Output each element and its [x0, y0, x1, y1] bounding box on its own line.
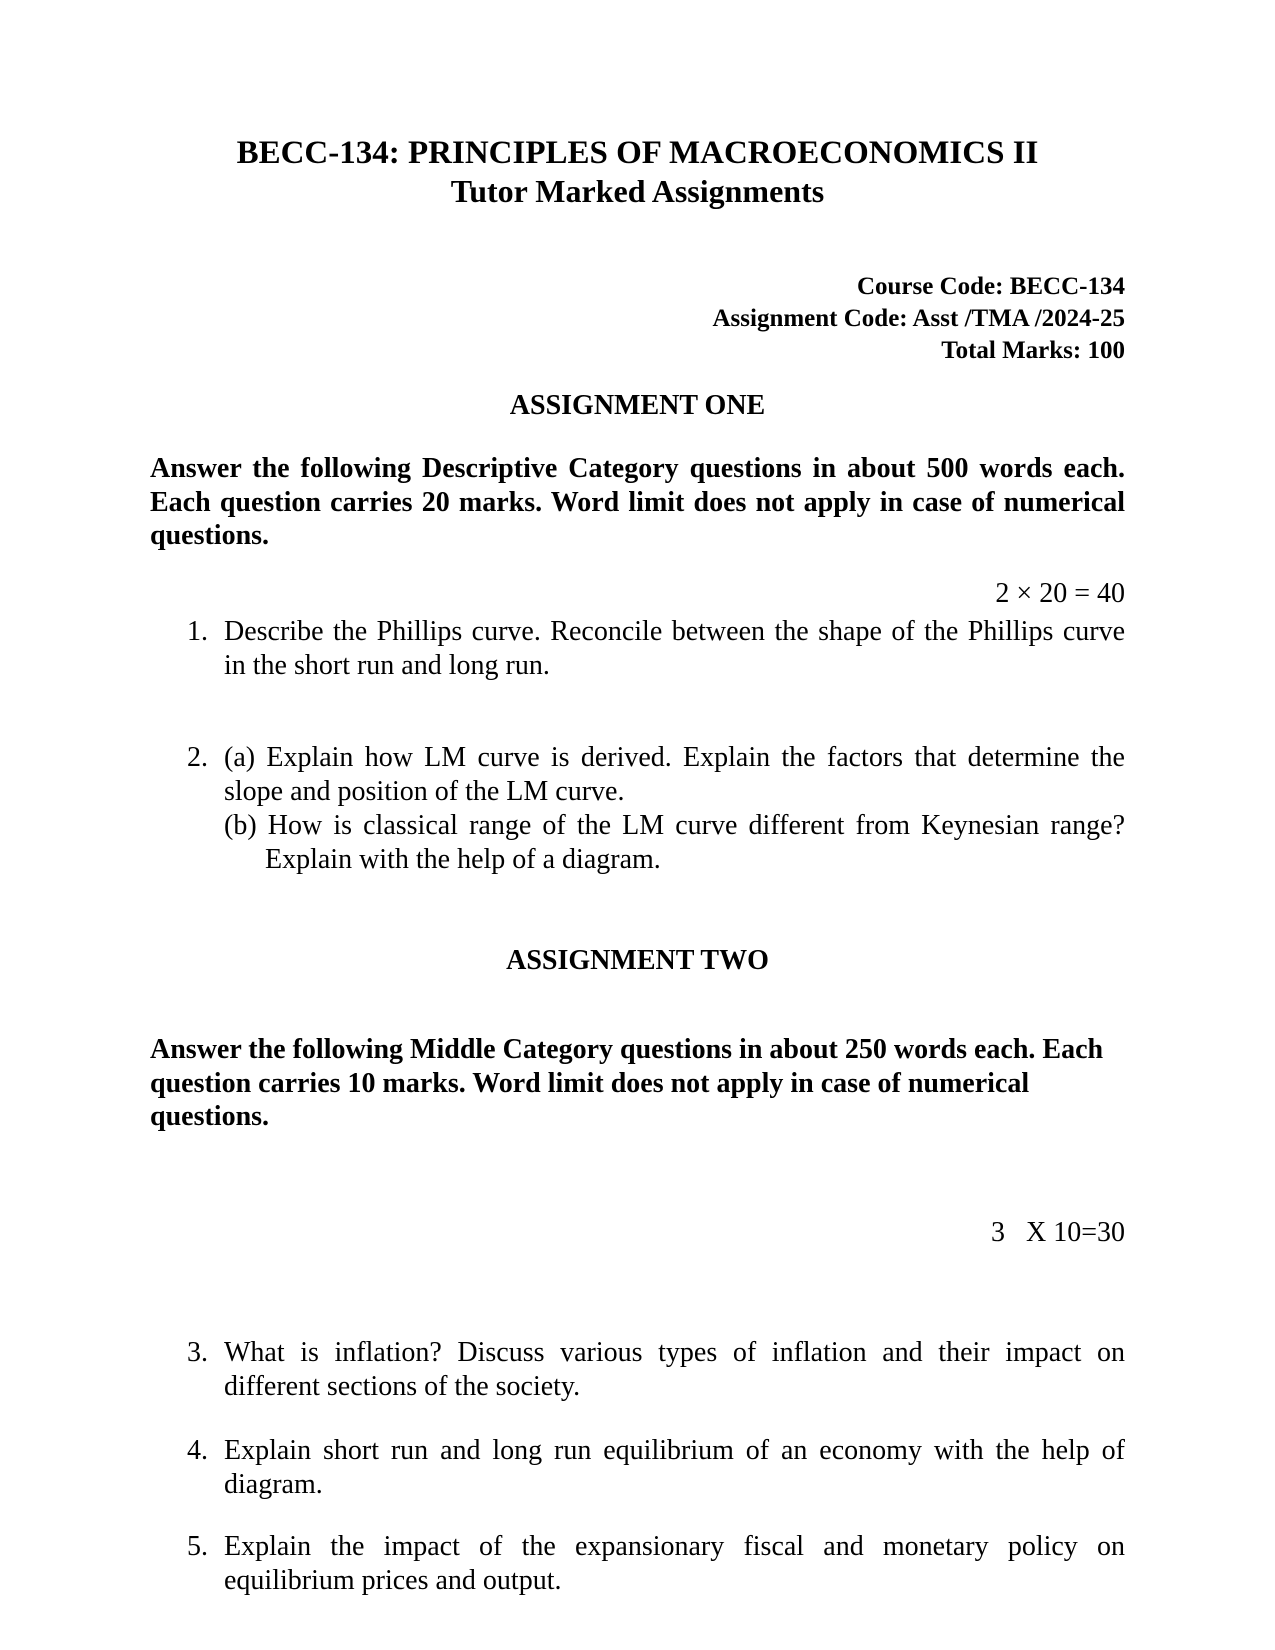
question-item-3 — [150, 1336, 1125, 1404]
assignment-one-instructions: Answer the following Descriptive Category questions in about 500 words each. Each question carries 20 marks. Word limit does not apply in case of numerical questions. — [150, 453, 1125, 552]
question-text: Explain short run and long run equilibrium of an economy with the help of diagram. — [224, 1434, 1125, 1501]
question-text: Explain the impact of the expansionary fiscal and monetary policy on equilibrium prices and output. — [224, 1531, 1125, 1597]
page-subtitle: Tutor Marked Assignments — [450, 172, 825, 209]
total-marks-line: Total Marks: 100 — [941, 336, 1125, 364]
question-text: Describe the Phillips curve. Reconcile between the shape of the Phillips curve in the short run and long run. — [224, 615, 1125, 681]
question-text: What is inflation? Discuss various types of inflation and their impact on different sections of the society. — [224, 1336, 1125, 1402]
question-item-2 — [150, 741, 1125, 878]
question-item-1 — [150, 615, 1125, 683]
question-number: 1. — [187, 615, 208, 647]
assignment-one-marks-formula: 2 × 20 = 40 — [995, 578, 1125, 610]
question-number: 4. — [187, 1434, 208, 1466]
course-code-line: Course Code: BECC-134 — [856, 272, 1125, 300]
assignment-code-line: Assignment Code: Asst /TMA /2024-25 — [712, 304, 1125, 332]
question-number: 2. — [187, 741, 208, 773]
question-item-5 — [150, 1530, 1125, 1598]
course-meta-block — [150, 271, 1125, 367]
assignment-two-heading: ASSIGNMENT TWO — [506, 944, 769, 976]
question-number: 3. — [187, 1336, 208, 1368]
question-part-b: (b) How is classical range of the LM curve different from Keynesian range? Explain with the help of a diagram. — [224, 810, 1125, 876]
page-title: BECC-134: PRINCIPLES OF MACROECONOMICS II — [236, 135, 1039, 171]
question-number: 5. — [187, 1531, 208, 1563]
assignment-two-instructions: Answer the following Middle Category questions in about 250 words each. Each question carries 10 marks. Word limit does not apply in case of numerical questions. — [150, 1034, 1104, 1133]
assignment-two-marks-formula: 3 X 10=30 — [990, 1216, 1125, 1248]
question-part-a: (a) Explain how LM curve is derived. Explain the factors that determine the slope and position of the LM curve. — [224, 741, 1125, 808]
assignment-one-heading: ASSIGNMENT ONE — [509, 389, 766, 421]
question-item-4 — [150, 1434, 1125, 1502]
